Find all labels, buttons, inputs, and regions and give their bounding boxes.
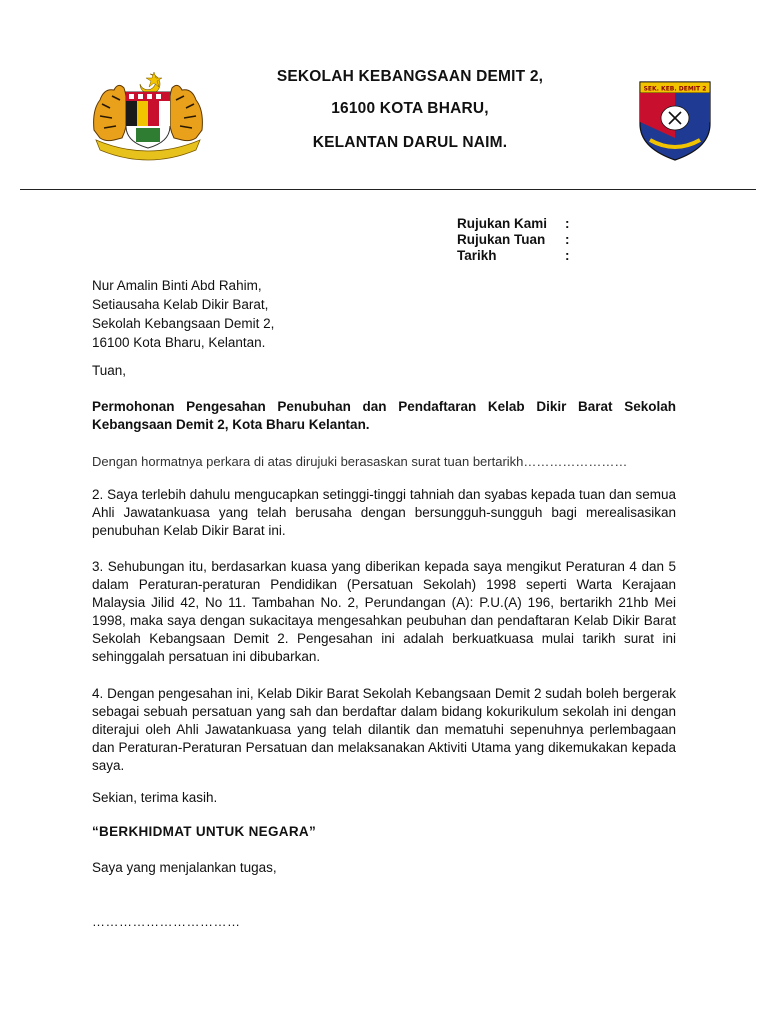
address-line: Setiausaha Kelab Dikir Barat, bbox=[92, 297, 269, 312]
school-badge-emblem bbox=[636, 78, 714, 162]
school-state: KELANTAN DARUL NAIM. bbox=[312, 134, 508, 151]
paragraph-intro: Dengan hormatnya perkara di atas dirujuki berasaskan surat tuan bertarikh…………………… bbox=[92, 454, 628, 469]
reference-separator: : bbox=[565, 216, 570, 231]
reference-label: Rujukan Kami bbox=[457, 216, 548, 231]
reference-row bbox=[457, 248, 570, 264]
badge-banner-text: SEK. KEB. DEMIT 2 bbox=[643, 85, 707, 93]
recipient-address bbox=[92, 276, 274, 352]
reference-row bbox=[457, 232, 570, 248]
salutation: Tuan, bbox=[92, 363, 127, 378]
coat-of-arms-emblem bbox=[88, 70, 208, 162]
school-postcode-city: 16100 KOTA BHARU, bbox=[331, 100, 489, 117]
closing-remark: Sekian, terima kasih. bbox=[92, 790, 218, 805]
address-line: 16100 Kota Bharu, Kelantan. bbox=[92, 335, 266, 350]
header-divider bbox=[20, 189, 756, 190]
address-line: Sekolah Kebangsaan Demit 2, bbox=[92, 316, 275, 331]
reference-label: Rujukan Tuan bbox=[457, 232, 546, 247]
reference-separator: : bbox=[565, 248, 570, 263]
paragraph-2: 2. Saya terlebih dahulu mengucapkan setinggi-tinggi tahniah dan syabas kepada tuan dan semua Ahli Jawatankuasa yang telah berusaha dengan bersungguh-sungguh bagi merealisasikan penubuhan Kelab Dikir Barat ini. bbox=[92, 487, 676, 538]
paragraph-3: 3. Sehubungan itu, berdasarkan kuasa yang diberikan kepada saya mengikut Peraturan 4 dan 5 dalam Peraturan-peraturan Pendidikan (Persatuan Sekolah) 1998 seperti Warta Kerajaan Malaysia Jilid 42, No 11. Tambahan No. 2, Perundangan (A): P.U.(A) 196, bertarikh 21hb Mei 1998, maka saya dengan sukacitaya mengesahkan peubuhan dan pendaftaran Kelab Dikir Barat Sekolah Kebangsaan Demit 2. Pengesahan ini adalah berkuatkuasa mulai tarikh surat ini sehinggalah persatuan ini dibubarkan. bbox=[92, 559, 676, 664]
signature-line: …………………………… bbox=[92, 914, 241, 929]
school-name: SEKOLAH KEBANGSAAN DEMIT 2, bbox=[276, 68, 544, 85]
duty-statement: Saya yang menjalankan tugas, bbox=[92, 860, 277, 875]
address-line: Nur Amalin Binti Abd Rahim, bbox=[92, 278, 262, 293]
motto: “BERKHIDMAT UNTUK NEGARA” bbox=[92, 824, 316, 839]
paragraph-4: 4. Dengan pengesahan ini, Kelab Dikir Barat Sekolah Kebangsaan Demit 2 sudah boleh bergerak sebagai sebuah persatuan yang sah dan berdaftar dalam bidang kokurikulum sekolah ini dengan diterajui oleh Ahli Jawatankuasa yang telah dilantik dan mematuhi sepenuhnya perlembagaan dan Peraturan-Peraturan Persatuan dan melaksanakan Aktiviti Utama yang dikemukakan kepada saya. bbox=[92, 686, 676, 773]
reference-label: Tarikh bbox=[457, 248, 497, 263]
reference-row bbox=[457, 216, 570, 232]
reference-block bbox=[457, 216, 570, 264]
reference-separator: : bbox=[565, 232, 570, 247]
letter-subject: Permohonan Pengesahan Penubuhan dan Pendaftaran Kelab Dikir Barat Sekolah Kebangsaan Demit 2, Kota Bharu Kelantan. bbox=[92, 399, 676, 432]
